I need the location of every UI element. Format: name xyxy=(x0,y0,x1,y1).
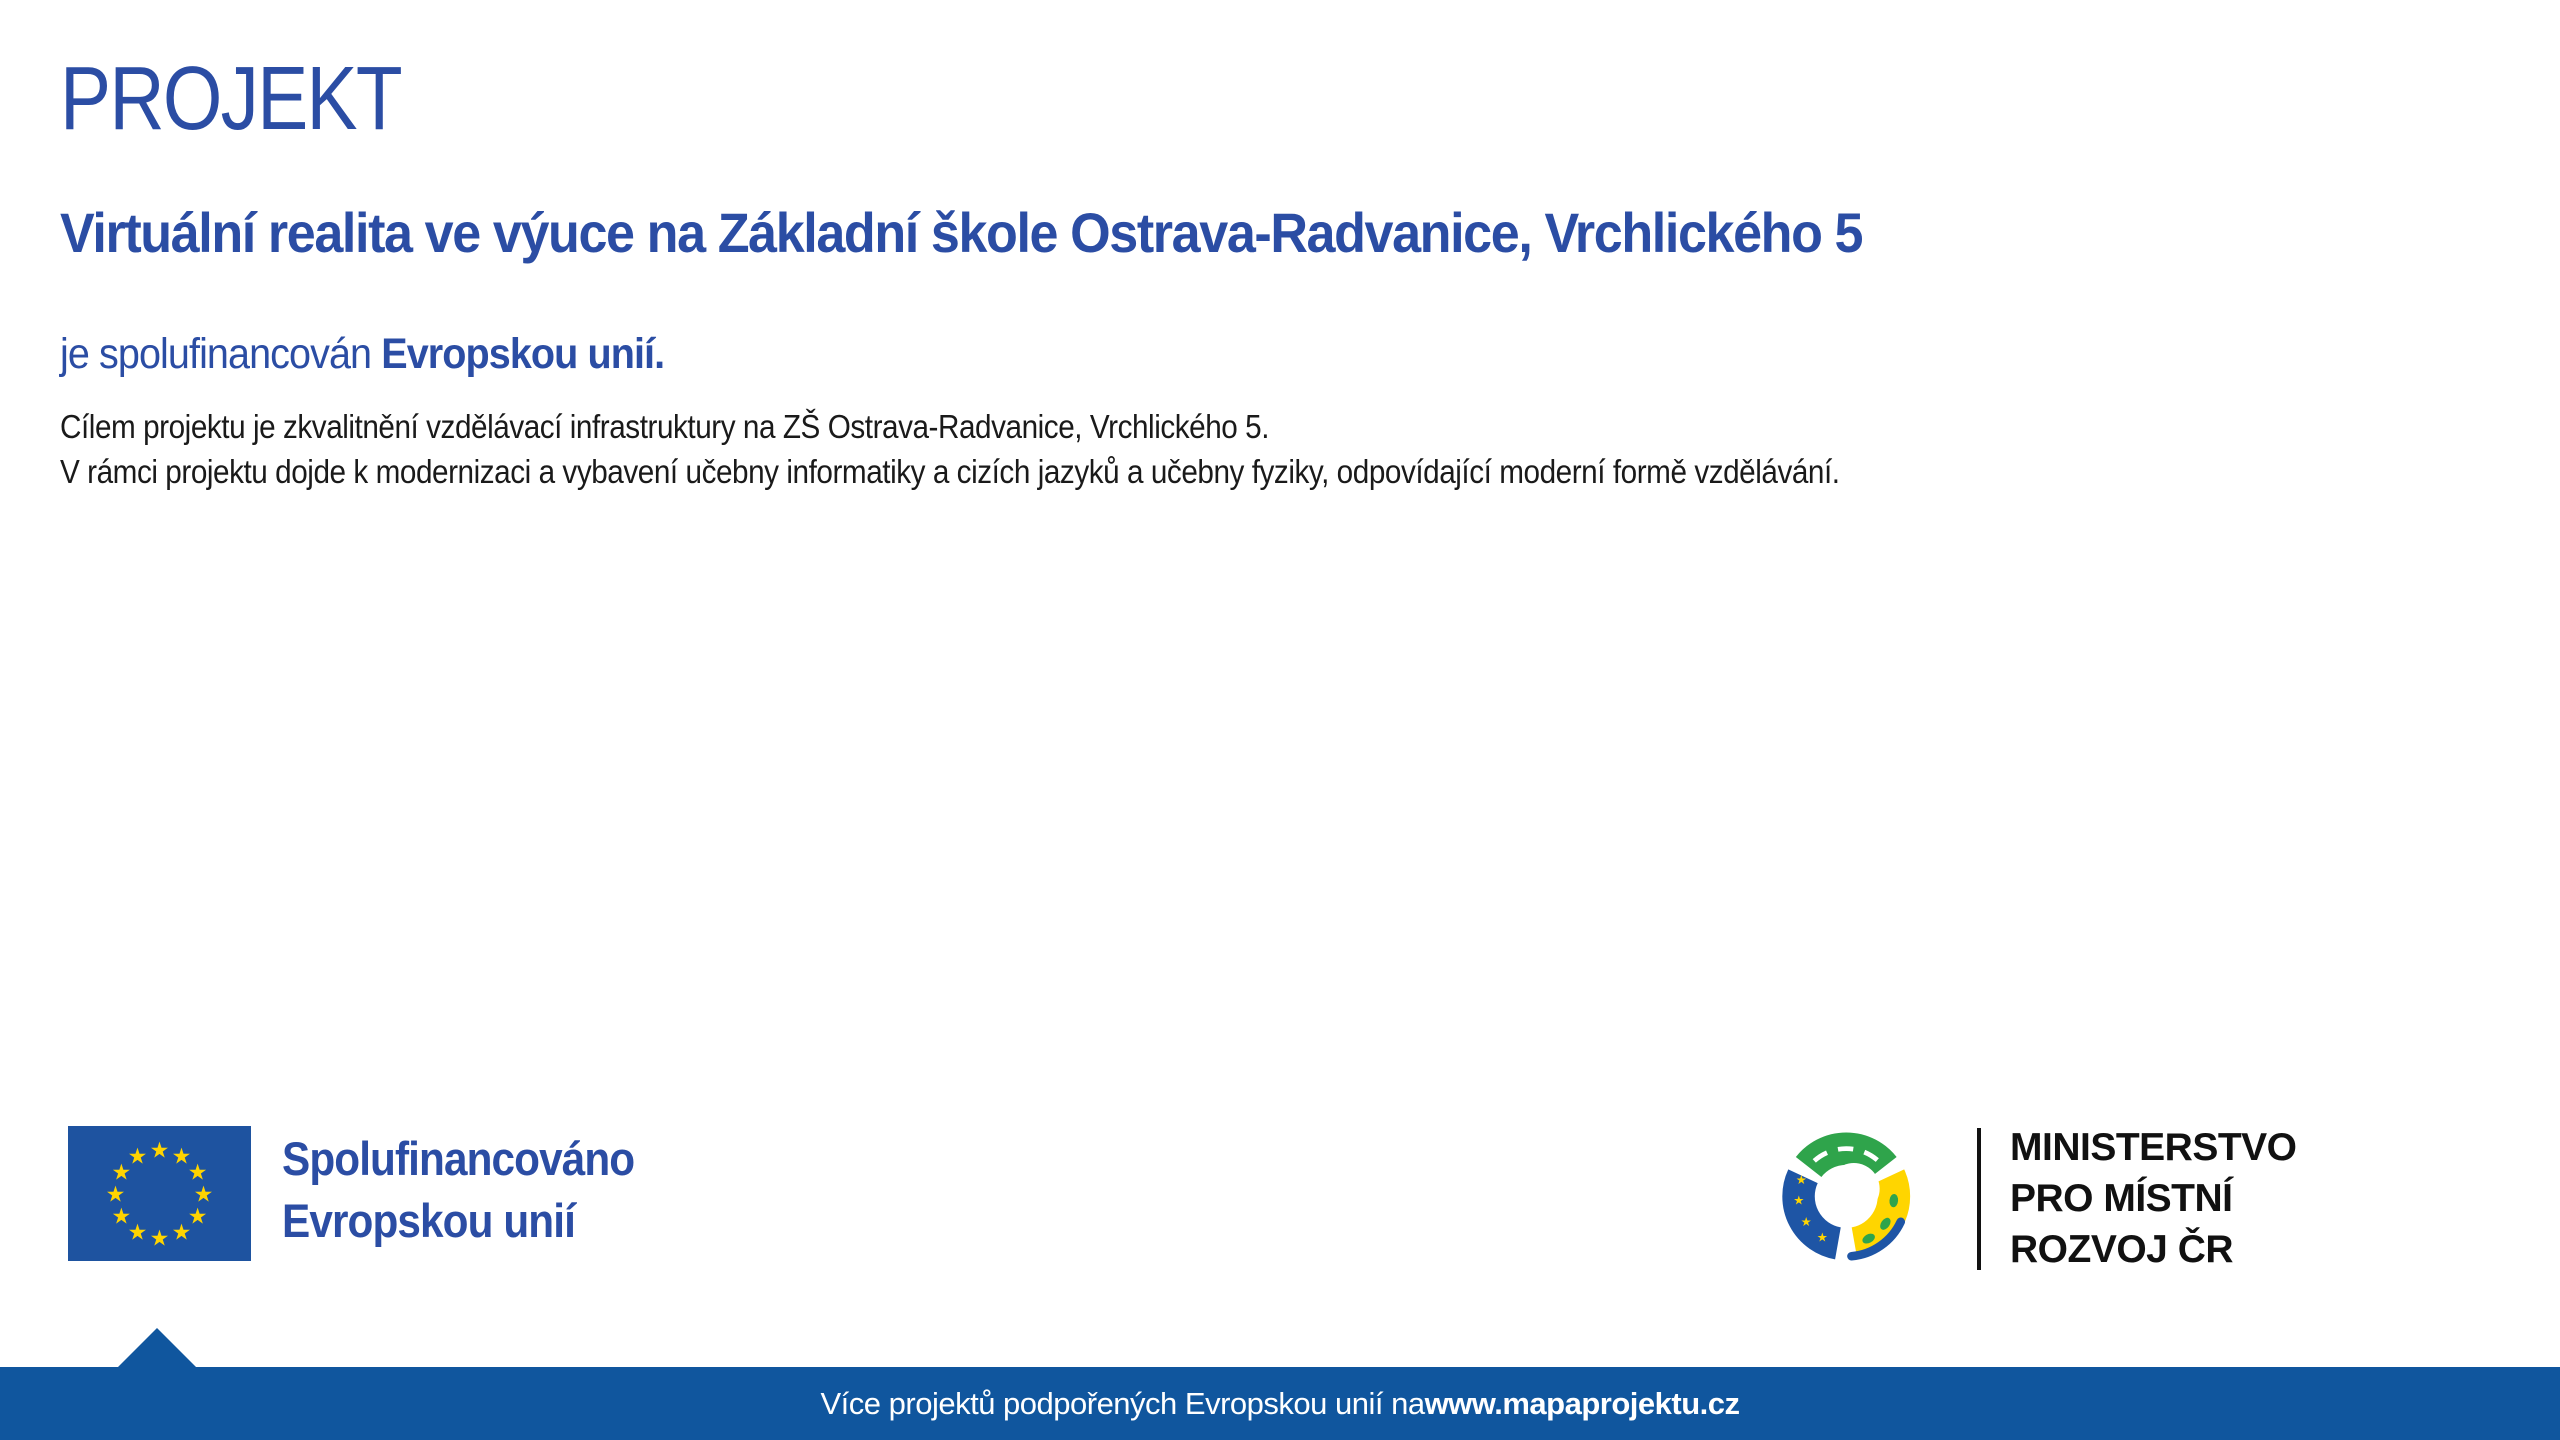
svg-text:★: ★ xyxy=(105,1182,126,1208)
svg-text:★: ★ xyxy=(127,1220,148,1246)
footer-text: Více projektů podpořených Evropskou unií na xyxy=(820,1385,1425,1421)
footer-url: www.mapaprojektu.cz xyxy=(1424,1385,1740,1421)
svg-text:★: ★ xyxy=(149,1226,170,1252)
svg-text:★: ★ xyxy=(127,1144,148,1170)
svg-text:★: ★ xyxy=(187,1160,208,1186)
ministry-name-line-3: ROZVOJ ČR xyxy=(2010,1228,2234,1271)
eu-cofunded-line-1: Spolufinancováno xyxy=(282,1132,635,1185)
ministry-divider xyxy=(1977,1128,1981,1270)
svg-text:★: ★ xyxy=(1800,1214,1812,1229)
svg-text:★: ★ xyxy=(111,1204,132,1230)
svg-text:★: ★ xyxy=(1816,1229,1828,1245)
svg-text:★: ★ xyxy=(111,1160,132,1186)
footer-bar xyxy=(0,1367,2560,1440)
ministry-swirl-icon xyxy=(1746,1118,1956,1271)
ministry-name-line-2: PRO MÍSTNÍ xyxy=(2010,1177,2233,1220)
footer-arrow-icon xyxy=(118,1328,196,1367)
description-line-2: V rámci projektu dojde k modernizaci a vybavení učebny informatiky a cizích jazyků a učebny fyziky, odpovídající moderní formě vzdělávání. xyxy=(60,453,1840,490)
page-title: PROJEKT xyxy=(60,49,401,149)
eu-cofunded-logo xyxy=(68,1126,673,1261)
cofinance-eu-bold: Evropskou unií. xyxy=(381,330,665,378)
cofinance-prefix: je spolufinancován xyxy=(60,330,382,378)
description-line-1: Cílem projektu je zkvalitnění vzdělávací infrastruktury na ZŠ Ostrava-Radvanice, Vrchlického 5. xyxy=(60,408,1270,445)
svg-text:★: ★ xyxy=(1795,1171,1807,1187)
svg-text:★: ★ xyxy=(193,1182,214,1208)
swirl-center xyxy=(1828,1163,1880,1215)
eu-flag-icon xyxy=(68,1126,251,1261)
ministry-logo-block xyxy=(1746,1118,2297,1275)
project-title: Virtuální realita ve výuce na Základní škole Ostrava-Radvanice, Vrchlického 5 xyxy=(60,201,1863,264)
svg-text:★: ★ xyxy=(149,1138,170,1164)
project-description xyxy=(60,404,1840,494)
eu-cofunded-line-2: Evropskou unií xyxy=(282,1194,575,1247)
svg-text:★: ★ xyxy=(1793,1192,1805,1208)
svg-text:★: ★ xyxy=(187,1204,208,1230)
svg-text:★: ★ xyxy=(171,1220,192,1246)
ministry-name xyxy=(2010,1122,2297,1275)
cofinance-line xyxy=(60,330,664,379)
svg-text:★: ★ xyxy=(171,1144,192,1170)
eu-cofunded-text xyxy=(282,1128,634,1252)
ministry-name-line-1: MINISTERSTVO xyxy=(2010,1126,2297,1169)
